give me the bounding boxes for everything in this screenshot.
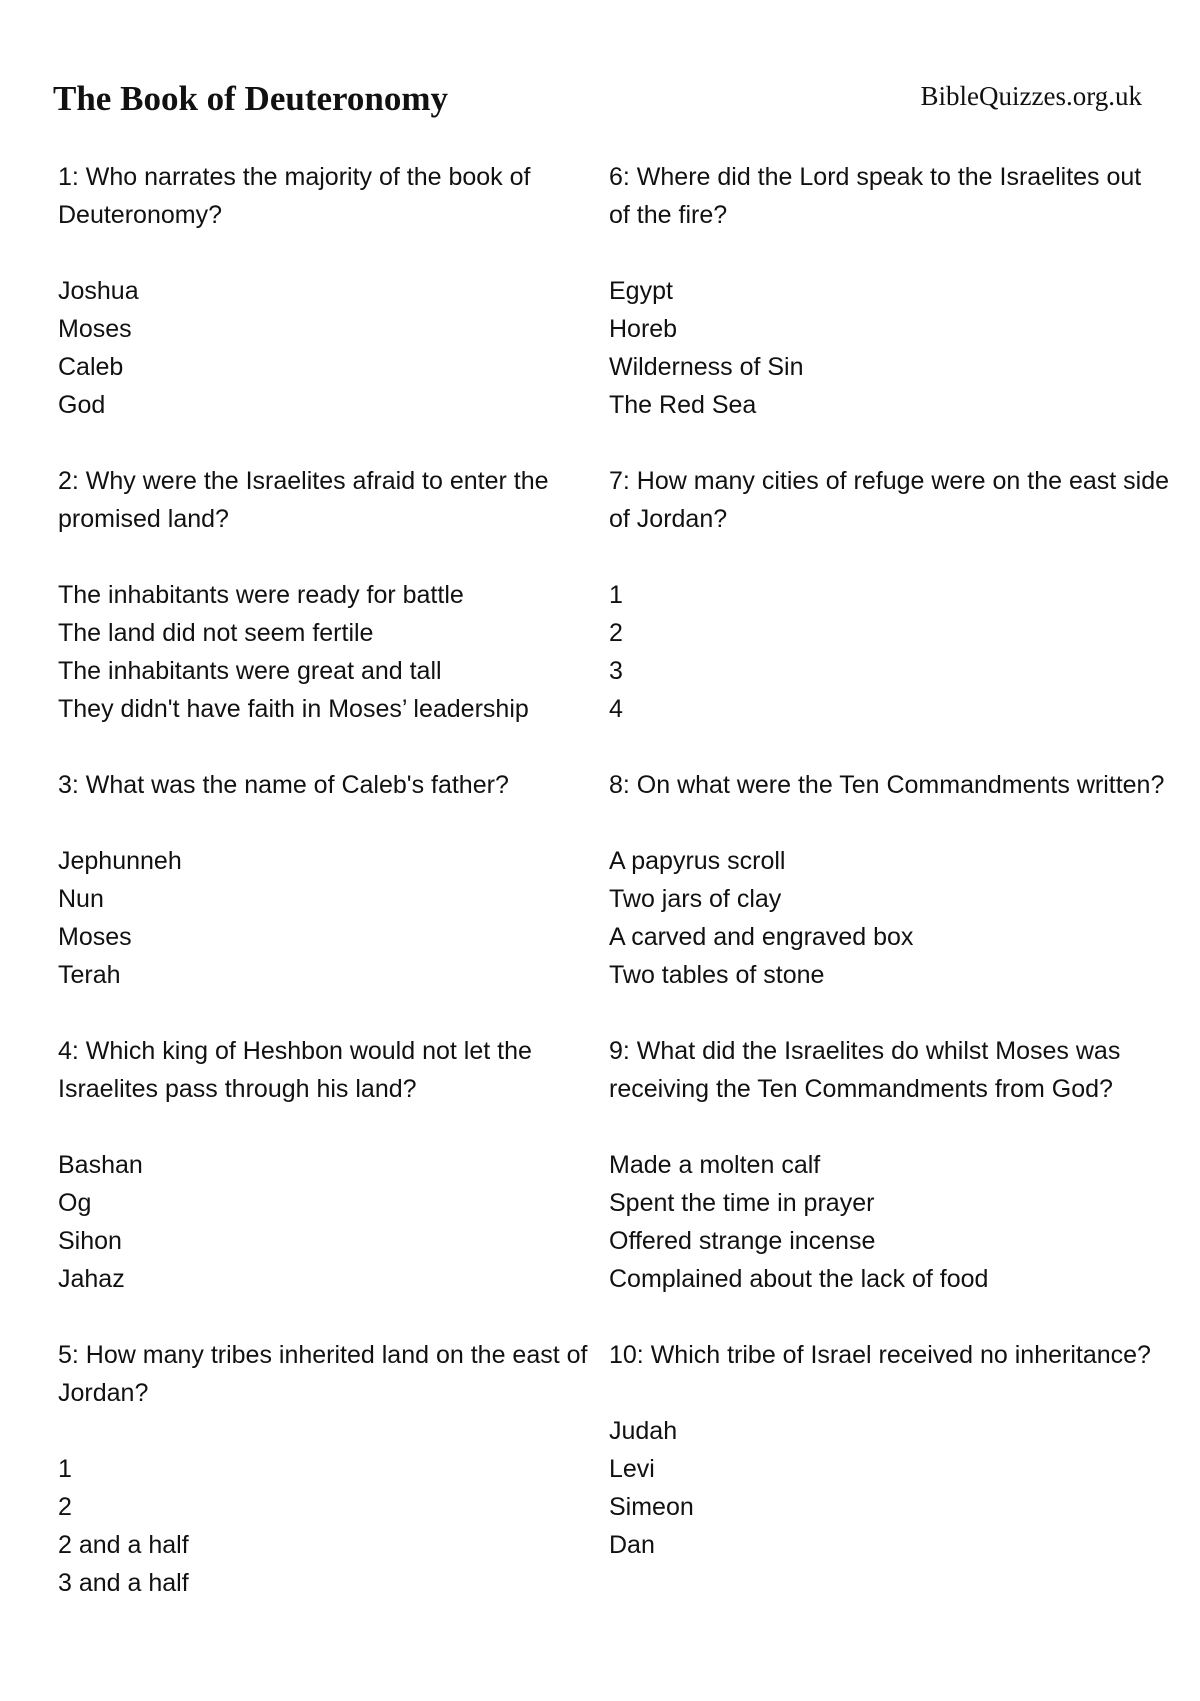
question-5-option-4: 3 and a half (58, 1569, 189, 1597)
question-6 (609, 158, 1169, 424)
question-4-option-3: Sihon (58, 1227, 122, 1255)
question-9-option-2: Spent the time in prayer (609, 1189, 875, 1217)
question-9-option-1: Made a molten calf (609, 1151, 821, 1179)
question-2-options (58, 576, 603, 728)
question-10-option-1: Judah (609, 1417, 678, 1445)
question-5-option-2: 2 (58, 1493, 72, 1521)
question-5-text: 5: How many tribes inherited land on the east of Jordan? (58, 1341, 588, 1407)
question-7-option-1: 1 (609, 581, 623, 609)
question-1-option-2: Moses (58, 315, 132, 343)
question-9-text: 9: What did the Israelites do whilst Moses was receiving the Ten Commandments from God? (609, 1037, 1121, 1103)
question-9 (609, 1032, 1169, 1298)
question-5 (58, 1336, 603, 1602)
question-2-option-1: The inhabitants were ready for battle (58, 581, 464, 609)
question-2-option-3: The inhabitants were great and tall (58, 657, 442, 685)
left-question-column (58, 158, 603, 1640)
question-1-text: 1: Who narrates the majority of the book of Deuteronomy? (58, 163, 531, 229)
question-7-text: 7: How many cities of refuge were on the east side of Jordan? (609, 467, 1170, 533)
question-8 (609, 766, 1169, 994)
question-2 (58, 462, 603, 728)
question-7-option-2: 2 (609, 619, 623, 647)
question-10 (609, 1336, 1169, 1564)
question-1-option-3: Caleb (58, 353, 124, 381)
question-1 (58, 158, 603, 424)
question-7-options (609, 576, 1169, 728)
question-1-options (58, 272, 603, 424)
question-7-option-3: 3 (609, 657, 623, 685)
question-10-option-4: Dan (609, 1531, 655, 1559)
question-6-option-1: Egypt (609, 277, 673, 305)
question-6-option-4: The Red Sea (609, 391, 757, 419)
question-10-text: 10: Which tribe of Israel received no inheritance? (609, 1341, 1151, 1369)
question-8-option-2: Two jars of clay (609, 885, 782, 913)
question-8-options (609, 842, 1169, 994)
question-9-options (609, 1146, 1169, 1298)
question-6-option-3: Wilderness of Sin (609, 353, 804, 381)
question-10-option-2: Levi (609, 1455, 655, 1483)
question-8-option-3: A carved and engraved box (609, 923, 914, 951)
question-6-options (609, 272, 1169, 424)
question-3-option-2: Nun (58, 885, 104, 913)
question-8-option-4: Two tables of stone (609, 961, 825, 989)
question-10-options (609, 1412, 1169, 1564)
question-3-option-4: Terah (58, 961, 121, 989)
question-5-options (58, 1450, 603, 1602)
question-10-option-3: Simeon (609, 1493, 694, 1521)
question-3-option-3: Moses (58, 923, 132, 951)
question-2-option-4: They didn't have faith in Moses’ leadership (58, 695, 529, 723)
question-2-option-2: The land did not seem fertile (58, 619, 374, 647)
question-7-option-4: 4 (609, 695, 623, 723)
question-9-option-4: Complained about the lack of food (609, 1265, 989, 1293)
question-8-text: 8: On what were the Ten Commandments written? (609, 771, 1165, 799)
right-question-column (609, 158, 1169, 1602)
question-3-option-1: Jephunneh (58, 847, 182, 875)
question-3-options (58, 842, 603, 994)
question-7 (609, 462, 1169, 728)
question-4-text: 4: Which king of Heshbon would not let the Israelites pass through his land? (58, 1037, 532, 1103)
question-4-option-1: Bashan (58, 1151, 143, 1179)
page-title: The Book of Deuteronomy (53, 79, 449, 118)
question-9-option-3: Offered strange incense (609, 1227, 876, 1255)
question-3-text: 3: What was the name of Caleb's father? (58, 771, 509, 799)
question-1-option-1: Joshua (58, 277, 139, 305)
question-5-option-1: 1 (58, 1455, 72, 1483)
question-2-text: 2: Why were the Israelites afraid to enter the promised land? (58, 467, 549, 533)
question-6-option-2: Horeb (609, 315, 678, 343)
question-8-option-1: A papyrus scroll (609, 847, 786, 875)
question-4-option-4: Jahaz (58, 1265, 125, 1293)
question-1-option-4: God (58, 391, 106, 419)
question-4-options (58, 1146, 603, 1298)
site-name: BibleQuizzes.org.uk (920, 81, 1142, 111)
question-5-option-3: 2 and a half (58, 1531, 189, 1559)
question-4 (58, 1032, 603, 1298)
question-3 (58, 766, 603, 994)
question-6-text: 6: Where did the Lord speak to the Israelites out of the fire? (609, 163, 1142, 229)
question-4-option-2: Og (58, 1189, 92, 1217)
